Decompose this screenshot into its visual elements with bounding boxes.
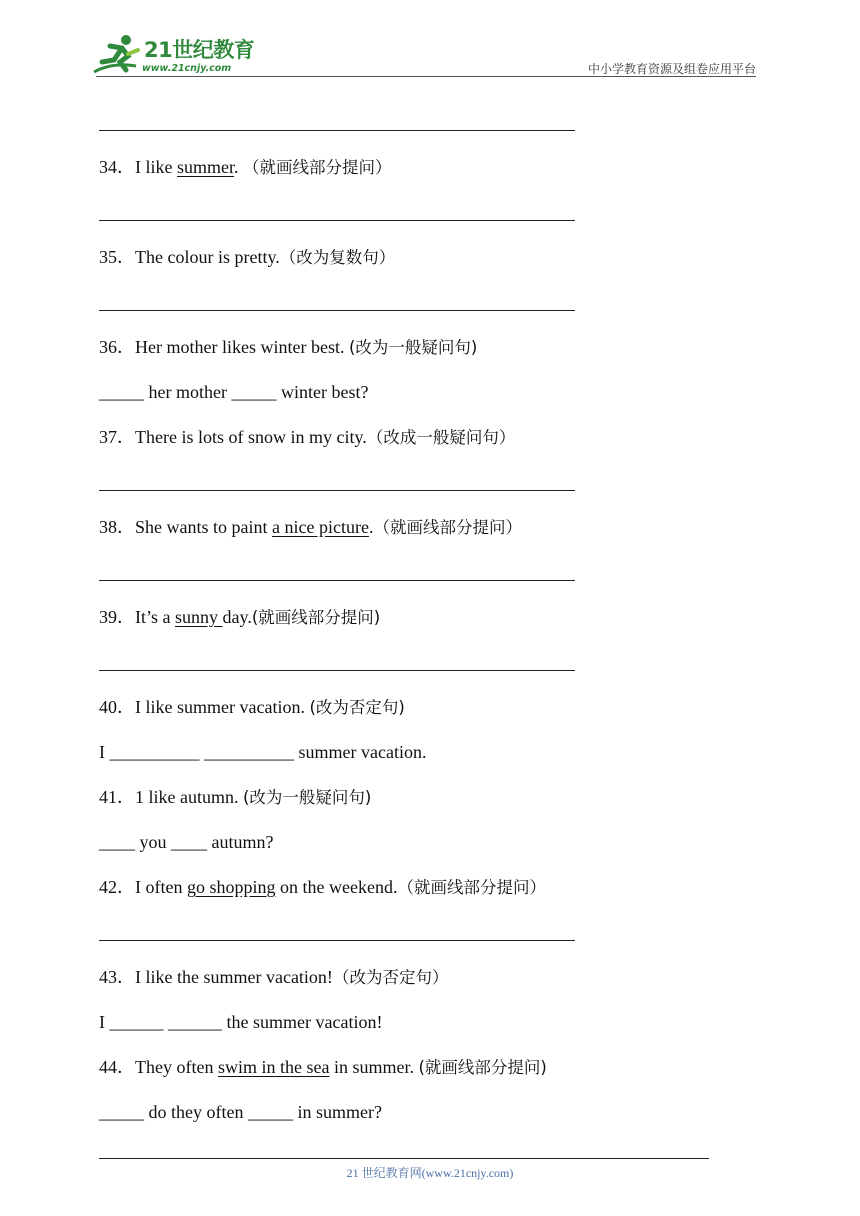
site-logo [92,32,262,78]
instruction: (就画线部分提问) [251,608,381,627]
fill-in-line-40: I __________ __________ summer vacation. [99,742,427,762]
question-37 [99,426,515,449]
answer-line [99,940,575,941]
question-text-end: . [368,517,374,537]
question-text: There is lots of snow in my city. [135,427,367,447]
instruction: (改为一般疑问句) [348,338,478,357]
page-footer: 21 世纪教育网(www.21cnjy.com) [346,1166,514,1180]
question-number: 36． [99,337,135,357]
question-38 [99,516,522,539]
logo-url: www.21cnjy.com [142,63,232,74]
answer-line [99,670,575,671]
question-text-end: . [234,157,243,177]
question-number: 34． [99,157,135,177]
answer-line [99,220,575,221]
header-divider [96,76,756,77]
instruction: （就画线部分提问） [243,158,392,177]
question-number: 38． [99,517,135,537]
question-42 [99,876,546,899]
question-41 [99,786,371,809]
answer-line [99,130,575,131]
underlined-part: summer [177,157,234,177]
question-35 [99,246,395,269]
question-text: She wants to paint [135,517,272,537]
underlined-part: swim in the sea [217,1057,330,1077]
question-number: 37． [99,427,135,447]
question-34 [99,156,392,179]
question-text-end: in summer. [329,1057,419,1077]
question-number: 39． [99,607,135,627]
question-number: 43． [99,967,135,987]
fill-in-line-44: _____ do they often _____ in summer? [99,1102,382,1122]
fill-in-line-41: ____ you ____ autumn? [99,832,274,852]
question-text: I like the summer vacation! [135,967,333,987]
question-number: 44． [99,1057,135,1077]
instruction: (改为一般疑问句) [242,788,372,807]
question-text: I like summer vacation. [135,697,310,717]
question-number: 41． [99,787,135,807]
question-text: It’s a [135,607,175,627]
question-text-end: day. [222,607,252,627]
platform-name: 中小学教育资源及组卷应用平台 [587,62,756,76]
instruction: （就画线部分提问） [373,518,522,537]
answer-line [99,490,575,491]
question-number: 42． [99,877,135,897]
logo-title: 21世纪教育 [144,38,255,62]
question-39 [99,606,380,629]
instruction: (改为否定句) [309,698,405,717]
runner-logo-icon [92,32,148,78]
question-44 [99,1056,547,1079]
page-header [92,30,758,80]
question-number: 40． [99,697,135,717]
question-text: 1 like autumn. [135,787,243,807]
instruction: （改为否定句） [332,968,449,987]
underlined-part: a nice picture [272,517,369,537]
question-text: Her mother likes winter best. [135,337,349,357]
question-43 [99,966,448,989]
question-text: I like [135,157,177,177]
instruction: （就画线部分提问） [397,878,546,897]
fill-in-line-43: I ______ ______ the summer vacation! [99,1012,383,1032]
question-text-end: on the weekend. [275,877,398,897]
underlined-part: go shopping [186,877,276,897]
instruction: (就画线部分提问) [418,1058,547,1077]
footer-divider [99,1158,709,1159]
question-text: They often [135,1057,218,1077]
question-36 [99,336,477,359]
instruction: （改成一般疑问句） [366,428,516,447]
instruction: （改为复数句） [279,248,396,267]
answer-line [99,580,575,581]
answer-line [99,310,575,311]
question-text: I often [135,877,187,897]
question-40 [99,696,405,719]
fill-in-line-36: _____ her mother _____ winter best? [99,382,369,402]
underlined-part: sunny [175,607,223,627]
question-text: The colour is pretty. [135,247,280,267]
question-number: 35． [99,247,135,267]
